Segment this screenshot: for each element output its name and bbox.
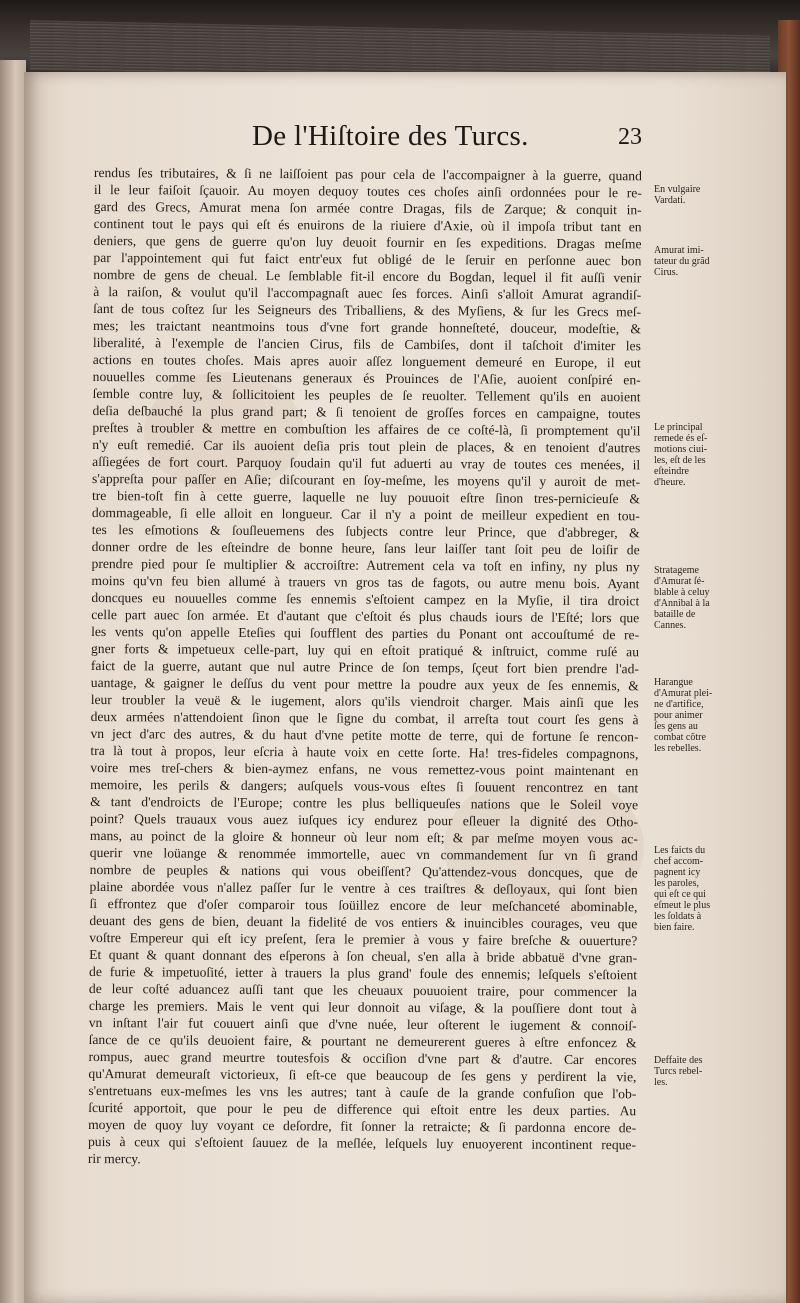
margin-note-line: d'Annibal à la (654, 598, 710, 609)
margin-note-line: eſteindre (654, 466, 689, 477)
book-page (24, 72, 786, 1303)
text-line: leur troubler la veuë & le iugement, alors qu'ils viendroit charger. Mais ainſi que les (90, 691, 639, 711)
margin-note-line: En vulgaire (654, 184, 701, 195)
margin-note-line: Deffaite des (654, 1055, 703, 1066)
margin-note-line: d'Amurat ſé- (654, 576, 705, 587)
margin-note-line: Harangue (654, 677, 693, 688)
running-head (24, 120, 786, 160)
margin-note-line: pour animer (654, 710, 703, 721)
text-line: gard des Grecs, Amurat mena ſon armée contre Dragas, fils de Zarque; & conquit in- (93, 198, 642, 218)
margin-note-line: bien faire. (654, 922, 695, 933)
text-line: gner forts & impetueux celle-part, luy qui en eſtoit pratiqué & inſtruict, comme ruſé au (90, 640, 640, 660)
text-line: puis à ceux qui s'eſtoient ſauuez de la meſlée, leſquels luy enuoyerent incontinent reque- (87, 1133, 637, 1153)
margin-note (654, 845, 766, 933)
text-line: plaine abordée vous n'allez paſſer ſur le ventre à ces traiſtres & deſloyaux, qui ſont bien (89, 878, 638, 898)
margin-note (654, 1055, 766, 1088)
text-line: querir vne loüange & renommée immortelle, auec vn commandement ſur vn ſi grand (89, 844, 638, 864)
text-line: deſia deſbauché la plus grand part; & ſi tenoient de groſſes forces en campaigne, toutes (92, 402, 641, 422)
margin-note-line: qui eſt ce qui (654, 889, 706, 900)
margin-note (654, 422, 766, 488)
text-line: de furie & impetuoſité, ietter à trauers la plus grand' foule des ennemis; leſquels s'eſtoient (89, 963, 638, 983)
text-line: moyen de quoy luy voyant ce deſordre, fit ſonner la retraicte; & ſi pardonna encore de- (88, 1116, 637, 1136)
text-line: à la raiſon, & voulut qu'il l'accompagnaſt auec ſes forces. Ainſi s'alloit Amurat agrandiſ- (93, 283, 642, 303)
text-line: nouuelles comme ſes Lieutenans generaux és Prouinces de l'Aſie, auoient conſpiré en- (92, 368, 641, 388)
text-line: memoire, les perils & dangers; auſquels vous-vous eſtes ſi ſouuent rencontrez en tant (90, 776, 639, 796)
margin-note (654, 677, 766, 754)
text-line: ſi effrontez que d'oſer comparoir tous ſoüillez encore de leur meſchanceté abominable, (89, 895, 638, 915)
margin-note-line: d'heure. (654, 477, 686, 488)
margin-note-line: blable à celuy (654, 587, 710, 598)
text-line: preſtes à troubler & mettre en combuſtion les affaires de ce coſté-là, ſi promptement qu'il (92, 419, 641, 439)
text-line: les vents qu'on appelle Eteſies qui ſoufflent des parties du Ponant ont accouſtumé de re- (91, 623, 640, 643)
text-line: qu'Amurat demeuraſt victorieux, ſi eſt-ce que beaucoup de ſes gens y perdirent la vie, (88, 1065, 637, 1085)
running-title: De l'Hiſtoire des Turcs. (252, 120, 529, 152)
margin-note-line: Cannes. (654, 620, 686, 631)
margin-note-line: Vardati. (654, 195, 686, 206)
text-line: deuant des gens de bien, deuant la fidelité de vos entiers & inuincibles courages, veu que (89, 912, 638, 932)
text-line: donner ordre de les eſteindre de bonne heure, ſans leur laiſſer tant ſoit peu de loiſir de (91, 538, 640, 558)
margin-note-line: remede és eſ- (654, 433, 708, 444)
text-line: par l'appointement qui fut faict entr'eux fut obligé de le ſeruir en perſonne auec bon (93, 249, 642, 269)
margin-note (654, 245, 766, 278)
text-line: s'appreſta pour paſſer en Aſie; diſcourant en ſoy-meſme, les moyens qu'il y auroit de met- (92, 470, 641, 490)
text-line: uantage, & gaigner le deſſus du vent pour mettre la poudre aux yeux de ſes ennemis, & (90, 674, 639, 694)
text-line: deniers, que gens de guerre qu'on luy deuoit fournir en ſes expeditions. Dragas meſme (93, 232, 642, 252)
text-line: nombre de gens de cheual. Le ſemblable fit-il encore du Bogdan, lequel il fit auſſi venir (93, 266, 642, 286)
margin-note-line: ſes gens au (654, 721, 698, 732)
margin-note-line: les rebelles. (654, 743, 702, 754)
margin-note-line: les ſoldats à (654, 911, 702, 922)
text-line: continent tout le pays qui eſt és enuirons de la riuiere d'Axie, où il impoſa tribut tant en (93, 215, 642, 235)
text-line: vn ject d'arc des autres, & du haut d'vne petite motte de terre, qui de fortune ſe rencon- (90, 725, 639, 745)
margin-note (654, 565, 766, 631)
text-line: de leur coſté aduancez auſſi tant que les cheuaux pouuoient traire, pour commencer la (88, 980, 637, 1000)
margin-note-line: Les faicts du (654, 845, 706, 856)
margin-note-line: les paroles, (654, 878, 699, 889)
margin-note-line: les. (654, 1077, 668, 1088)
margin-note-line: Stratageme (654, 565, 699, 576)
text-line: vn inſtant l'air fut couuert ainſi que d'vne nuée, leur oſterent le iugement & connoiſ- (88, 1014, 637, 1034)
margin-note-line: motions ciui- (654, 444, 708, 455)
text-line: tra là tout à propos, leur eſcria à haute voix en cette ſorte. Ha! tres-fideles compagnons, (90, 742, 639, 762)
text-line: moins qu'vn feu bien allumé à trauers vn gros tas de fagots, ou autre menu bois. Ayant (91, 572, 640, 592)
text-line: mes; les traictant neantmoins tous d'vne fort grande honneſteté, douceur, modeſtie, & (92, 317, 642, 337)
margin-note-line: chef accom- (654, 856, 704, 867)
margin-note (654, 184, 766, 206)
text-line: point? Quels trauaux vous auez iuſques icy endurez pour eſleuer la dignité des Otho- (89, 810, 639, 830)
margin-note-line: d'Amurat plei- (654, 688, 713, 699)
text-line: actions en toutes choſes. Mais apres auoir aſſez longuement demeuré en Europe, il eut (92, 351, 641, 371)
facing-page-edge (0, 60, 26, 1303)
text-line: deux armées n'attendoient ſinon que le ſigne du combat, il arreſta tout court ſes gens à (90, 708, 639, 728)
text-line: s'entretuans eux-meſmes les vns les autres; tant à cauſe de la grande confuſion que l'ob- (88, 1082, 637, 1102)
text-line: celle part auec ſon armée. Et d'autant que c'eſtoit és plus chauds iours de l'Eſté; lors que (91, 606, 640, 626)
text-line: il le leur faiſoit ſçauoir. Au moyen dequoy toutes ces choſes ainſi ordonnées pour le re- (93, 181, 642, 201)
body-text (88, 164, 642, 1170)
text-line: ſance de ce qu'ils deuoient faire, & pourtant ne demeurerent gueres à eſtre enfoncez & (88, 1031, 637, 1051)
text-line: ſemble contre luy, & ſollicitoient les peuples de ſe reuolter. Tellement qu'ils en auoient (92, 385, 641, 405)
margin-note-line: ne d'artifice, (654, 699, 704, 710)
text-line: n'y euſt remedié. Car ils auoient deſia pris tout plein de places, & en tenoient d'autres (92, 436, 641, 456)
text-line: charge les premiers. Mais le vent qui leur donnoit au viſage, & la pouſſiere dont tout à (88, 997, 637, 1017)
margin-note-line: combat cõtre (654, 732, 706, 743)
text-line: Et quant & quant donnant des eſperons à ſon cheual, s'en alla à bride abbatuë d'vne gran- (89, 946, 638, 966)
text-line: mans, au poinct de la gloire & honneur où leur nom eſt; & par meſme moyen vous ac- (89, 827, 638, 847)
margin-note-line: eſmeut le plus (654, 900, 711, 911)
text-line: aſſiegées de fort court. Parquoy ſoudain qu'il fut aduerti au vray de toutes ces menées, il (92, 453, 641, 473)
text-line: prendre pied pour ſe multiplier & accroiſtre: Autrement cela va toſt en infiny, ny plus ny (91, 555, 640, 575)
text-line: dommageable, ſi elle alloit en longueur. Car il n'y a point de meilleur expedient en tou- (91, 504, 640, 524)
text-line: nombre de peuples & nations qui vous obeiſſent? Qu'attendez-vous doncques, que de (89, 861, 638, 881)
margin-note-line: les, eſt de les (654, 455, 706, 466)
text-line: liberalité, à l'exemple de l'ancien Cirus, fils de Cambiſes, dont il taſchoit d'imiter les (92, 334, 641, 354)
text-line: tes les eſmotions & ſouſleuemens des ſubjects contre leur Prince, que d'abbreger, & (91, 521, 640, 541)
text-line: ſcurité apportoit, que pour le peu de difference qui eſtoit entre les deux parties. Au (88, 1099, 637, 1119)
text-line: faict de la guerre, autant que nul autre Prince de ſon temps, ſçeut fort bien prendre l'ad- (90, 657, 639, 677)
margin-note-line: bataille de (654, 609, 696, 620)
margin-note-line: Cirus. (654, 267, 679, 278)
margin-note-line: Amurat imi- (654, 245, 704, 256)
text-line: doncques eu nouuelles comme ſes ennemis s'eſtoient campez en la Myſie, il tira droict (91, 589, 640, 609)
margin-note-line: pagnent icy (654, 867, 701, 878)
text-line: voire mes treſ-chers & bien-aymez enfans, ne vous remettez-vous point maintenant en (90, 759, 639, 779)
text-line: & tant d'endroicts de l'Europe; contre les plus belliqueuſes nations que le Soleil voye (90, 793, 639, 813)
margin-note-line: Turcs rebel- (654, 1066, 703, 1077)
text-line: voſtre Empereur qui eſt icy preſent, ſera le premier à vous y faire breſche & ouuerture? (89, 929, 638, 949)
page-number: 23 (618, 124, 642, 150)
text-line: rompus, auec grand meurtre toutesfois & occiſion d'vne part & d'autre. Car encores (88, 1048, 637, 1068)
margin-note-line: tateur du grãd (654, 256, 710, 267)
text-line: rendus ſes tributaires, & ſi ne laiſſoient pas pour cela de l'accompaigner à la guerre, quand (93, 164, 642, 184)
margin-note-line: Le principal (654, 422, 703, 433)
text-line: rir mercy. (87, 1150, 141, 1167)
text-line: ſant de tous coſtez ſur les Seigneurs des Triballiens, & des Myſiens, & ſur les Grecs meſ- (93, 300, 642, 320)
text-line: tre bien-toſt fin à cette guerre, laquelle ne luy pouuoit eſtre ſinon tres-pernicieuſe & (91, 487, 641, 507)
